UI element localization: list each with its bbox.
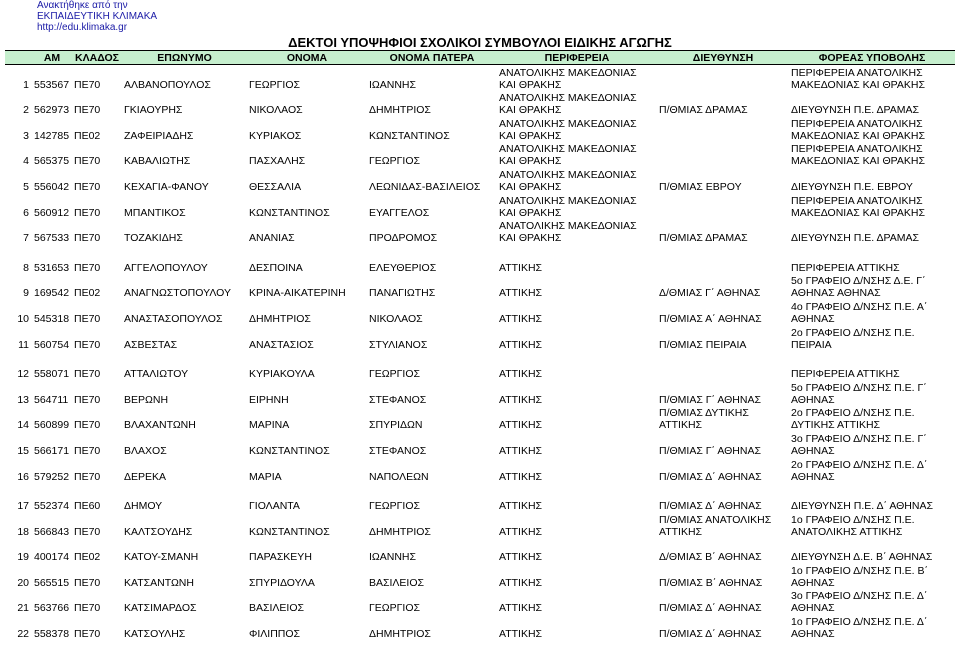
cell-aa: 9 [23, 287, 29, 300]
table-row [5, 563, 955, 589]
cell-foreas: ΠΕΡΙΦΕΡΕΙΑ ΑΤΤΙΚΗΣ [791, 261, 900, 274]
table-row [5, 487, 955, 513]
cell-am: 400174 [34, 551, 70, 564]
cell-klados: ΠΕ70 [74, 206, 101, 219]
cell-foreas: 5ο ΓΡΑΦΕΙΟ Δ/ΝΣΗΣ Π.Ε. Γ΄ ΑΘΗΝΑΣ [791, 381, 927, 406]
cell-onoma: ΠΑΡΑΣΚΕΥΗ [249, 551, 312, 564]
cell-foreas: ΠΕΡΙΦΕΡΕΙΑ ΑΝΑΤΟΛΙΚΗΣ ΜΑΚΕΔΟΝΙΑΣ ΚΑΙ ΘΡΑΚΗΣ [791, 66, 925, 91]
table-row [5, 538, 955, 564]
cell-aa: 21 [17, 602, 29, 615]
cell-onoma: ΘΕΣΣΑΛΙΑ [249, 180, 302, 193]
cell-foreas: 2ο ΓΡΑΦΕΙΟ Δ/ΝΣΗΣ Π.Ε. ΠΕΙΡΑΙΑ [791, 326, 915, 351]
cell-eponymo: ΚΑΛΤΣΟΥΔΗΣ [124, 525, 193, 538]
table-row [5, 142, 955, 168]
cell-foreas: ΠΕΡΙΦΕΡΕΙΑ ΑΝΑΤΟΛΙΚΗΣ ΜΑΚΕΔΟΝΙΑΣ ΚΑΙ ΘΡΑΚΗΣ [791, 117, 925, 142]
cell-onoma: ΚΥΡΙΑΚΟΥΛΑ [249, 368, 315, 381]
table-row [5, 91, 955, 117]
cell-eponymo: ΑΓΓΕΛΟΠΟΥΛΟΥ [124, 261, 208, 274]
cell-onoma: ΓΕΩΡΓΙΟΣ [249, 78, 300, 91]
cell-klados: ΠΕ70 [74, 602, 101, 615]
cell-patros: ΓΕΩΡΓΙΟΣ [369, 602, 420, 615]
cell-am: 566843 [34, 525, 70, 538]
cell-patros: ΔΗΜΗΤΡΙΟΣ [369, 525, 431, 538]
table-row [5, 614, 955, 640]
cell-eponymo: ΚΑΤΟΥ-ΣΜΑΝΗ [124, 551, 199, 564]
cell-klados: ΠΕ70 [74, 419, 101, 432]
cell-foreas: ΠΕΡΙΦΕΡΕΙΑ ΑΝΑΤΟΛΙΚΗΣ ΜΑΚΕΔΟΝΙΑΣ ΚΑΙ ΘΡΑΚΗΣ [791, 143, 925, 168]
cell-onoma: ΦΙΛΙΠΠΟΣ [249, 628, 301, 641]
cell-eponymo: ΑΝΑΓΝΩΣΤΟΠΟΥΛΟΥ [124, 287, 231, 300]
cell-dieythynsi [657, 248, 789, 274]
cell-foreas: ΔΙΕΥΘΥΝΣΗ Π.Ε. Δ΄ ΑΘΗΝΑΣ [791, 500, 933, 513]
cell-klados: ΠΕ70 [74, 312, 101, 325]
cell-klados: ΠΕ70 [74, 338, 101, 351]
cell-onoma: ΚΩΝΣΤΑΝΤΙΝΟΣ [249, 206, 330, 219]
cell-dieythynsi: Π/ΘΜΙΑΣ ΕΒΡΟΥ [659, 180, 742, 193]
cell-am: 560912 [34, 206, 70, 219]
cell-dieythynsi: Π/ΘΜΙΑΣ ΑΝΑΤΟΛΙΚΗΣ ΑΤΤΙΚΗΣ [659, 513, 772, 538]
cell-foreas: 3ο ΓΡΑΦΕΙΟ Δ/ΝΣΗΣ Π.Ε. Γ΄ ΑΘΗΝΑΣ [791, 432, 927, 457]
cell-aa: 19 [17, 551, 29, 564]
cell-onoma: ΣΠΥΡΙΔΟΥΛΑ [249, 576, 315, 589]
cell-perifereia: ΑΤΤΙΚΗΣ [499, 551, 543, 564]
cell-am: 531653 [34, 261, 70, 274]
cell-am: 558378 [34, 628, 70, 641]
cell-patros: ΣΤΕΦΑΝΟΣ [369, 393, 427, 406]
cell-aa: 4 [23, 155, 29, 168]
cell-eponymo: ΜΠΑΝΤΙΚΟΣ [124, 206, 186, 219]
cell-perifereia: ΑΤΤΙΚΗΣ [499, 368, 543, 381]
cell-perifereia: ΑΤΤΙΚΗΣ [499, 444, 543, 457]
table-body [5, 65, 955, 641]
cell-foreas: ΔΙΕΥΘΥΝΣΗ Δ.Ε. Β΄ ΑΘΗΝΑΣ [791, 551, 933, 564]
cell-patros: ΓΕΩΡΓΙΟΣ [369, 155, 420, 168]
cell-klados: ΠΕ70 [74, 576, 101, 589]
cell-dieythynsi [657, 116, 789, 142]
cell-klados: ΠΕ70 [74, 232, 101, 245]
cell-eponymo: ΑΝΑΣΤΑΣΟΠΟΥΛΟΣ [124, 312, 223, 325]
cell-foreas: 2ο ΓΡΑΦΕΙΟ Δ/ΝΣΗΣ Π.Ε. ΔΥΤΙΚΗΣ ΑΤΤΙΚΗΣ [791, 407, 915, 432]
table-row [5, 65, 955, 91]
cell-aa: 3 [23, 129, 29, 142]
source-line-2[interactable]: ΕΚΠΑΙΔΕΥΤΙΚΗ ΚΛΙΜΑΚΑ [37, 11, 158, 22]
cell-perifereia: ΑΝΑΤΟΛΙΚΗΣ ΜΑΚΕΔΟΝΙΑΣ ΚΑΙ ΘΡΑΚΗΣ [499, 117, 637, 142]
cell-aa: 5 [23, 180, 29, 193]
cell-dieythynsi: Π/ΘΜΙΑΣ Β΄ ΑΘΗΝΑΣ [659, 576, 763, 589]
cell-perifereia: ΑΝΑΤΟΛΙΚΗΣ ΜΑΚΕΔΟΝΙΑΣ ΚΑΙ ΘΡΑΚΗΣ [499, 220, 637, 245]
cell-patros: ΣΤΕΦΑΝΟΣ [369, 444, 427, 457]
cell-klados: ΠΕ70 [74, 525, 101, 538]
cell-klados: ΠΕ70 [74, 155, 101, 168]
source-note [37, 0, 157, 33]
cell-perifereia: ΑΤΤΙΚΗΣ [499, 525, 543, 538]
cell-perifereia: ΑΤΤΙΚΗΣ [499, 576, 543, 589]
cell-aa: 12 [17, 368, 29, 381]
candidates-table [5, 50, 955, 640]
cell-am: 142785 [34, 129, 70, 142]
cell-aa: 22 [17, 628, 29, 641]
cell-onoma: ΔΗΜΗΤΡΙΟΣ [249, 312, 311, 325]
cell-onoma: ΚΩΝΣΤΑΝΤΙΝΟΣ [249, 525, 330, 538]
cell-am: 545318 [34, 312, 70, 325]
cell-foreas: ΠΕΡΙΦΕΡΕΙΑ ΑΤΤΙΚΗΣ [791, 368, 900, 381]
cell-aa: 14 [17, 419, 29, 432]
cell-patros: ΝΑΠΟΛΕΩΝ [369, 470, 429, 483]
header-eponymo: ΕΠΩΝΥΜΟ [122, 51, 247, 65]
cell-patros: ΠΡΟΔΡΟΜΟΣ [369, 232, 438, 245]
cell-dieythynsi: Π/ΘΜΙΑΣ Δ΄ ΑΘΗΝΑΣ [659, 602, 762, 615]
cell-am: 560754 [34, 338, 70, 351]
cell-foreas: 1ο ΓΡΑΦΕΙΟ Δ/ΝΣΗΣ Π.Ε. Δ΄ ΑΘΗΝΑΣ [791, 616, 928, 641]
cell-klados: ΠΕ70 [74, 470, 101, 483]
cell-foreas: 3ο ΓΡΑΦΕΙΟ Δ/ΝΣΗΣ Π.Ε. Δ΄ ΑΘΗΝΑΣ [791, 590, 928, 615]
cell-perifereia: ΑΤΤΙΚΗΣ [499, 393, 543, 406]
cell-perifereia: ΑΝΑΤΟΛΙΚΗΣ ΜΑΚΕΔΟΝΙΑΣ ΚΑΙ ΘΡΑΚΗΣ [499, 143, 637, 168]
cell-perifereia: ΑΝΑΤΟΛΙΚΗΣ ΜΑΚΕΔΟΝΙΑΣ ΚΑΙ ΘΡΑΚΗΣ [499, 168, 637, 193]
cell-foreas: 2ο ΓΡΑΦΕΙΟ Δ/ΝΣΗΣ Π.Ε. Δ΄ ΑΘΗΝΑΣ [791, 458, 928, 483]
cell-foreas: ΔΙΕΥΘΥΝΣΗ Π.Ε. ΔΡΑΜΑΣ [791, 232, 919, 245]
cell-klados: ΠΕ70 [74, 180, 101, 193]
cell-eponymo: ΓΚΙΑΟΥΡΗΣ [124, 104, 183, 117]
cell-am: 553567 [34, 78, 70, 91]
cell-dieythynsi: Π/ΘΜΙΑΣ Γ΄ ΑΘΗΝΑΣ [659, 444, 761, 457]
header-dieythynsi: ΔΙΕΥΘΥΝΣΗ [657, 51, 789, 65]
cell-am: 552374 [34, 500, 70, 513]
cell-patros: ΠΑΝΑΓΙΩΤΗΣ [369, 287, 436, 300]
cell-onoma: ΜΑΡΙΝΑ [249, 419, 290, 432]
header-am: ΑΜ [32, 51, 72, 65]
cell-aa: 10 [17, 312, 29, 325]
table-row [5, 380, 955, 406]
cell-perifereia: ΑΤΤΙΚΗΣ [499, 287, 543, 300]
cell-onoma: ΑΝΑΝΙΑΣ [249, 232, 295, 245]
cell-klados: ΠΕ70 [74, 628, 101, 641]
cell-am: 566171 [34, 444, 70, 457]
cell-am: 565515 [34, 576, 70, 589]
cell-dieythynsi: Π/ΘΜΙΑΣ Γ΄ ΑΘΗΝΑΣ [659, 393, 761, 406]
cell-perifereia: ΑΤΤΙΚΗΣ [499, 602, 543, 615]
cell-patros: ΙΩΑΝΝΗΣ [369, 551, 417, 564]
cell-dieythynsi: Π/ΘΜΙΑΣ ΔΡΑΜΑΣ [659, 104, 748, 117]
cell-aa: 7 [23, 232, 29, 245]
cell-dieythynsi: Π/ΘΜΙΑΣ Δ΄ ΑΘΗΝΑΣ [659, 500, 762, 513]
header-klados: ΚΛΑΔΟΣ [72, 51, 122, 65]
cell-foreas: 4ο ΓΡΑΦΕΙΟ Δ/ΝΣΗΣ Π.Ε. Α΄ ΑΘΗΝΑΣ [791, 300, 928, 325]
cell-klados: ΠΕ70 [74, 261, 101, 274]
cell-am: 556042 [34, 180, 70, 193]
table-row [5, 116, 955, 142]
cell-eponymo: ΚΑΤΣΟΥΛΗΣ [124, 628, 186, 641]
cell-onoma: ΠΑΣΧΑΛΗΣ [249, 155, 306, 168]
table-row [5, 299, 955, 325]
header-foreas: ΦΟΡΕΑΣ ΥΠΟΒΟΛΗΣ [789, 51, 955, 65]
cell-dieythynsi: Π/ΘΜΙΑΣ Δ΄ ΑΘΗΝΑΣ [659, 628, 762, 641]
cell-patros: ΒΑΣΙΛΕΙΟΣ [369, 576, 425, 589]
table-row [5, 355, 955, 381]
cell-onoma: ΔΕΣΠΟΙΝΑ [249, 261, 303, 274]
cell-aa: 6 [23, 206, 29, 219]
table-row [5, 193, 955, 219]
cell-onoma: ΜΑΡΙΑ [249, 470, 282, 483]
cell-perifereia: ΑΝΑΤΟΛΙΚΗΣ ΜΑΚΕΔΟΝΙΑΣ ΚΑΙ ΘΡΑΚΗΣ [499, 92, 637, 117]
cell-eponymo: ΑΣΒΕΣΤΑΣ [124, 338, 178, 351]
cell-onoma: ΝΙΚΟΛΑΟΣ [249, 104, 303, 117]
cell-perifereia: ΑΤΤΙΚΗΣ [499, 312, 543, 325]
cell-dieythynsi: Δ/ΘΜΙΑΣ Γ΄ ΑΘΗΝΑΣ [659, 287, 761, 300]
cell-onoma: ΕΙΡΗΝΗ [249, 393, 289, 406]
cell-eponymo: ΤΟΖΑΚΙΔΗΣ [124, 232, 183, 245]
cell-eponymo: ΚΑΒΑΛΙΩΤΗΣ [124, 155, 191, 168]
cell-foreas: ΔΙΕΥΘΥΝΣΗ Π.Ε. ΕΒΡΟΥ [791, 180, 913, 193]
cell-dieythynsi: Π/ΘΜΙΑΣ ΠΕΙΡΑΙΑ [659, 338, 747, 351]
cell-foreas: ΠΕΡΙΦΕΡΕΙΑ ΑΝΑΤΟΛΙΚΗΣ ΜΑΚΕΔΟΝΙΑΣ ΚΑΙ ΘΡΑΚΗΣ [791, 194, 925, 219]
table-row [5, 325, 955, 351]
cell-eponymo: ΖΑΦΕΙΡΙΑΔΗΣ [124, 129, 194, 142]
page-title: ΔΕΚΤΟΙ ΥΠΟΨΗΦΙΟΙ ΣΧΟΛΙΚΟΙ ΣΥΜΒΟΥΛΟΙ ΕΙΔΙΚΗΣ ΑΓΩΓΗΣ [288, 35, 672, 50]
cell-perifereia: ΑΤΤΙΚΗΣ [499, 261, 543, 274]
cell-aa: 13 [17, 393, 29, 406]
cell-aa: 20 [17, 576, 29, 589]
table-row [5, 512, 955, 538]
cell-klados: ΠΕ02 [74, 551, 101, 564]
cell-onoma: ΓΙΟΛΑΝΤΑ [249, 500, 300, 513]
cell-klados: ΠΕ60 [74, 500, 101, 513]
cell-eponymo: ΔΗΜΟΥ [124, 500, 163, 513]
cell-patros: ΣΠΥΡΙΔΩΝ [369, 419, 423, 432]
cell-klados: ΠΕ70 [74, 368, 101, 381]
cell-eponymo: ΑΤΤΑΛΙΩΤΟΥ [124, 368, 189, 381]
header-onoma: ΟΝΟΜΑ [247, 51, 367, 65]
cell-klados: ΠΕ02 [74, 129, 101, 142]
cell-foreas: 5ο ΓΡΑΦΕΙΟ Δ/ΝΣΗΣ Δ.Ε. Γ΄ ΑΘΗΝΑΣ ΑΘΗΝΑΣ [791, 275, 926, 300]
cell-onoma: ΒΑΣΙΛΕΙΟΣ [249, 602, 305, 615]
header-perifereia: ΠΕΡΙΦΕΡΕΙΑ [497, 51, 657, 65]
cell-eponymo: ΚΑΤΣΙΜΑΡΔΟΣ [124, 602, 197, 615]
table-row [5, 431, 955, 457]
cell-am: 563766 [34, 602, 70, 615]
cell-klados: ΠΕ70 [74, 444, 101, 457]
cell-onoma: ΚΡΙΝΑ-ΑΙΚΑΤΕΡΙΝΗ [249, 287, 346, 300]
cell-klados: ΠΕ70 [74, 78, 101, 91]
header-patros: ΟΝΟΜΑ ΠΑΤΕΡΑ [367, 51, 497, 65]
cell-eponymo: ΒΕΡΩΝΗ [124, 393, 169, 406]
table-row [5, 406, 955, 432]
table-row [5, 589, 955, 615]
cell-aa: 2 [23, 104, 29, 117]
cell-perifereia: ΑΤΤΙΚΗΣ [499, 470, 543, 483]
cell-foreas: ΔΙΕΥΘΥΝΣΗ Π.Ε. ΔΡΑΜΑΣ [791, 104, 919, 117]
cell-am: 579252 [34, 470, 70, 483]
cell-onoma: ΑΝΑΣΤΑΣΙΟΣ [249, 338, 314, 351]
cell-klados: ΠΕ02 [74, 287, 101, 300]
cell-patros: ΕΥΑΓΓΕΛΟΣ [369, 206, 430, 219]
cell-dieythynsi: Π/ΘΜΙΑΣ ΔΥΤΙΚΗΣ ΑΤΤΙΚΗΣ [659, 407, 749, 432]
cell-patros: ΛΕΩΝΙΔΑΣ-ΒΑΣΙΛΕΙΟΣ [369, 180, 481, 193]
table-row [5, 457, 955, 483]
header-aa [5, 51, 32, 65]
cell-am: 562973 [34, 104, 70, 117]
cell-am: 169542 [34, 287, 70, 300]
cell-onoma: ΚΩΝΣΤΑΝΤΙΝΟΣ [249, 444, 330, 457]
cell-am: 558071 [34, 368, 70, 381]
cell-aa: 18 [17, 525, 29, 538]
source-link[interactable]: http://edu.klimaka.gr [37, 22, 128, 33]
cell-eponymo: ΒΛΑΧΟΣ [124, 444, 167, 457]
cell-dieythynsi [657, 193, 789, 219]
cell-onoma: ΚΥΡΙΑΚΟΣ [249, 129, 302, 142]
cell-perifereia: ΑΤΤΙΚΗΣ [499, 419, 543, 432]
cell-eponymo: ΚΑΤΣΑΝΤΩΝΗ [124, 576, 194, 589]
cell-foreas: 1ο ΓΡΑΦΕΙΟ Δ/ΝΣΗΣ Π.Ε. ΑΝΑΤΟΛΙΚΗΣ ΑΤΤΙΚΗΣ [791, 513, 915, 538]
cell-perifereia: ΑΝΑΤΟΛΙΚΗΣ ΜΑΚΕΔΟΝΙΑΣ ΚΑΙ ΘΡΑΚΗΣ [499, 194, 637, 219]
cell-patros: ΙΩΑΝΝΗΣ [369, 78, 417, 91]
cell-eponymo: ΒΛΑΧΑΝΤΩΝΗ [124, 419, 196, 432]
cell-klados: ΠΕ70 [74, 104, 101, 117]
cell-dieythynsi: Δ/ΘΜΙΑΣ Β΄ ΑΘΗΝΑΣ [659, 551, 762, 564]
cell-am: 564711 [34, 393, 69, 406]
cell-patros: ΔΗΜΗΤΡΙΟΣ [369, 628, 431, 641]
cell-dieythynsi: Π/ΘΜΙΑΣ Α΄ ΑΘΗΝΑΣ [659, 312, 762, 325]
table-row [5, 274, 955, 300]
table-row [5, 167, 955, 193]
source-line-1: Ανακτήθηκε από την [37, 0, 128, 11]
cell-dieythynsi [657, 355, 789, 381]
cell-aa: 15 [17, 444, 29, 457]
cell-perifereia: ΑΝΑΤΟΛΙΚΗΣ ΜΑΚΕΔΟΝΙΑΣ ΚΑΙ ΘΡΑΚΗΣ [499, 66, 637, 91]
cell-patros: ΣΤΥΛΙΑΝΟΣ [369, 338, 428, 351]
cell-aa: 11 [18, 338, 29, 351]
table-header-row [5, 51, 955, 65]
table-row [5, 248, 955, 274]
cell-eponymo: ΚΕΧΑΓΙΑ-ΦΑΝΟΥ [124, 180, 209, 193]
cell-perifereia: ΑΤΤΙΚΗΣ [499, 628, 543, 641]
cell-patros: ΚΩΝΣΤΑΝΤΙΝΟΣ [369, 129, 450, 142]
cell-am: 560899 [34, 419, 70, 432]
cell-am: 567533 [34, 232, 70, 245]
cell-patros: ΓΕΩΡΓΙΟΣ [369, 500, 420, 513]
cell-patros: ΔΗΜΗΤΡΙΟΣ [369, 104, 431, 117]
cell-foreas: 1ο ΓΡΑΦΕΙΟ Δ/ΝΣΗΣ Π.Ε. Β΄ ΑΘΗΝΑΣ [791, 564, 928, 589]
cell-dieythynsi [657, 142, 789, 168]
cell-aa: 16 [17, 470, 29, 483]
cell-aa: 17 [17, 500, 29, 513]
cell-patros: ΓΕΩΡΓΙΟΣ [369, 368, 420, 381]
cell-patros: ΝΙΚΟΛΑΟΣ [369, 312, 423, 325]
cell-klados: ΠΕ70 [74, 393, 101, 406]
cell-eponymo: ΑΛΒΑΝΟΠΟΥΛΟΣ [124, 78, 211, 91]
cell-dieythynsi: Π/ΘΜΙΑΣ Δ΄ ΑΘΗΝΑΣ [659, 470, 762, 483]
cell-dieythynsi: Π/ΘΜΙΑΣ ΔΡΑΜΑΣ [659, 232, 748, 245]
cell-perifereia: ΑΤΤΙΚΗΣ [499, 500, 543, 513]
cell-am: 565375 [34, 155, 70, 168]
cell-aa: 8 [23, 261, 29, 274]
cell-perifereia: ΑΤΤΙΚΗΣ [499, 338, 543, 351]
cell-patros: ΕΛΕΥΘΕΡΙΟΣ [369, 261, 437, 274]
table-row [5, 219, 955, 245]
cell-aa: 1 [23, 78, 29, 91]
cell-dieythynsi [657, 65, 789, 91]
cell-eponymo: ΔΕΡΕΚΑ [124, 470, 167, 483]
